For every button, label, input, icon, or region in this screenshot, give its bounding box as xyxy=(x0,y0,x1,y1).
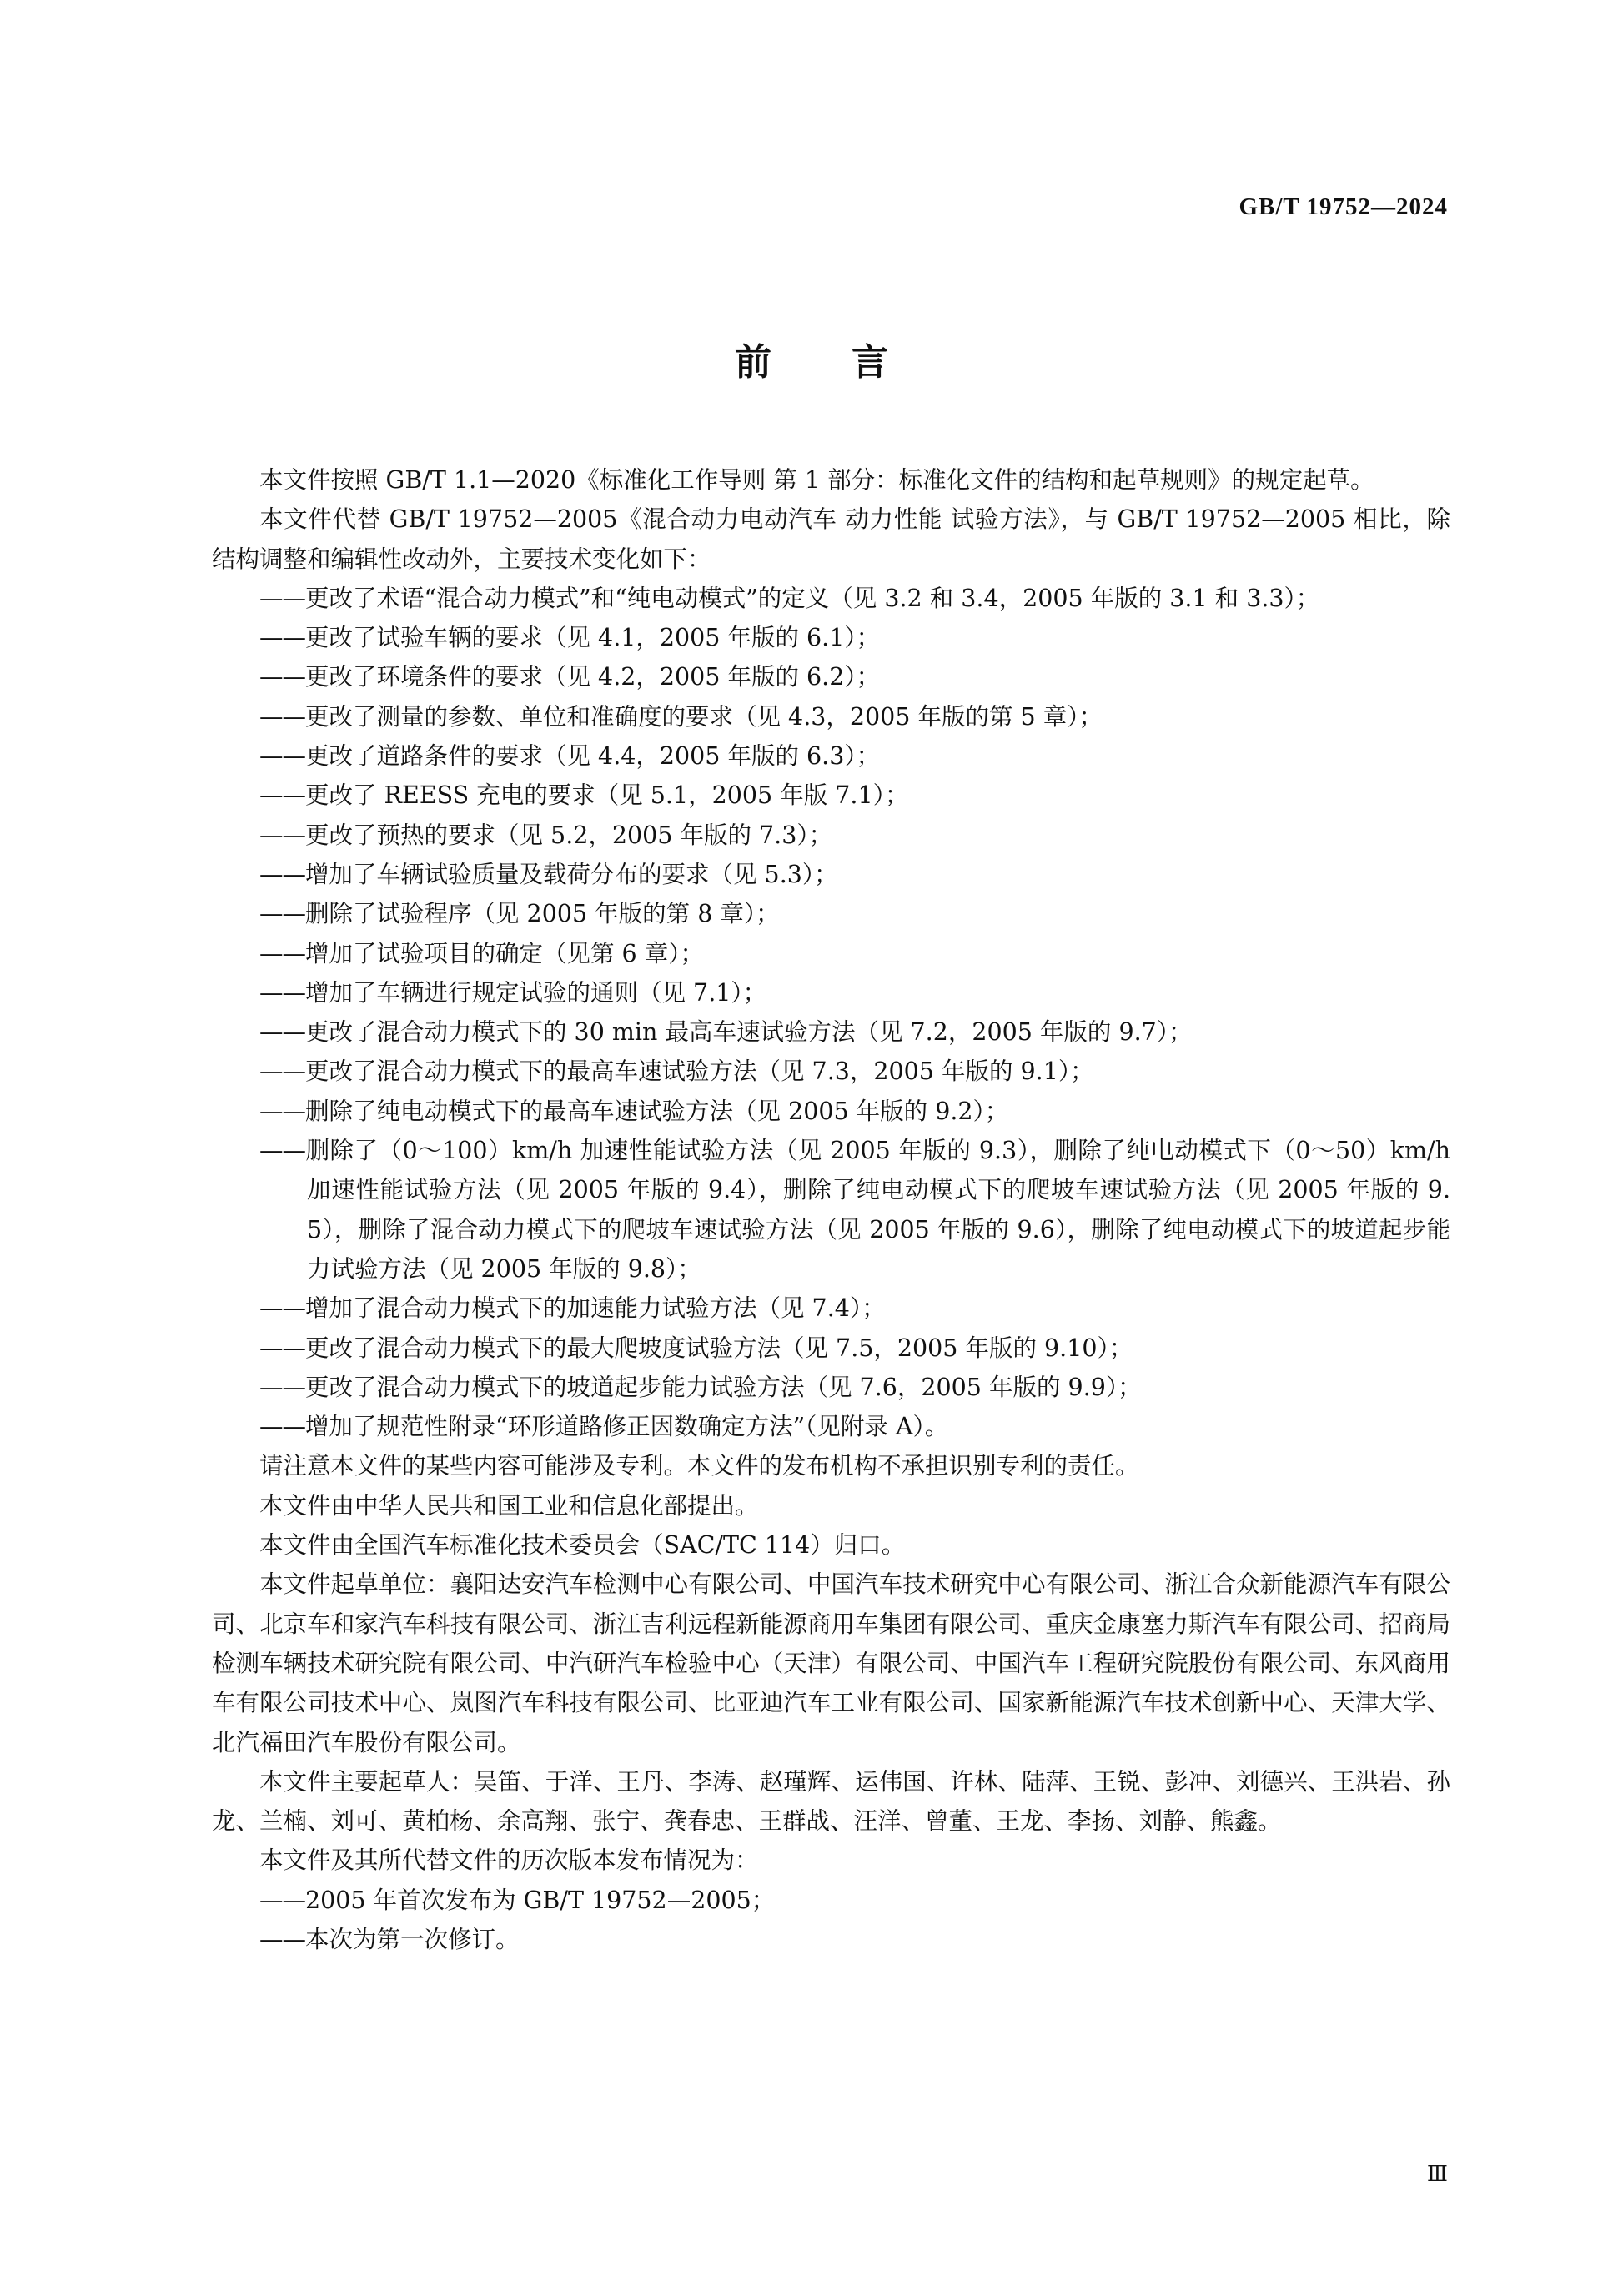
list-item-text: 增加了混合动力模式下的加速能力试验方法（见 7.4）； xyxy=(305,1294,886,1323)
list-item-text: 更改了试验车辆的要求（见 4.1，2005 年版的 6.1）； xyxy=(305,624,881,652)
list-item-text: 删除了纯电动模式下的最高车速试验方法（见 2005 年版的 9.2）； xyxy=(305,1097,1009,1125)
intro-paragraph: 本文件代替 GB/T 19752—2005《混合动力电动汽车 动力性能 试验方法》，与 GB/T 19752—2005 相比，除结构调整和编辑性改动外，主要技术变化如下： xyxy=(212,505,1450,573)
list-item-text: 更改了道路条件的要求（见 4.4，2005 年版的 6.3）； xyxy=(305,742,881,771)
list-item xyxy=(212,855,1450,894)
list-item xyxy=(212,1052,1450,1091)
note-paragraph: 本文件由中华人民共和国工业和信息化部提出。 xyxy=(259,1491,759,1520)
list-item-text: 增加了试验项目的确定（见第 6 章）； xyxy=(305,939,705,967)
page-title: 前言 xyxy=(735,341,968,384)
list-item-text: 更改了术语“混合动力模式”和“纯电动模式”的定义（见 3.2 和 3.4，2005 年版的 3.1 和 3.3）； xyxy=(305,584,1320,612)
list-item xyxy=(212,657,1450,696)
list-item-text: 删除了（0～100）km/h 加速性能试验方法（见 2005 年版的 9.3），删除了纯电动模式下（0～50）km/h加速性能试验方法（见 2005 年版的 9.4），删除了纯电动模式下的爬坡车速试验方法（见 2005 年版的 9.5），删除了混合动力模式下的爬坡车速试验方法（见 2005 年版的 9.6），删除了纯电动模式下的坡道起步能力试验方法（见 2005 年版的 9.8）； xyxy=(305,1137,1450,1283)
list-item xyxy=(212,973,1450,1012)
list-item xyxy=(212,1012,1450,1052)
list-item xyxy=(212,776,1450,815)
changes-list xyxy=(212,579,1450,1447)
list-item-text: 增加了车辆试验质量及载荷分布的要求（见 5.3）； xyxy=(305,860,838,888)
list-item xyxy=(212,934,1450,973)
list-item xyxy=(212,1131,1450,1289)
list-item-text: 更改了 REESS 充电的要求（见 5.1，2005 年版 7.1）； xyxy=(305,781,909,810)
page-number: Ⅲ xyxy=(1426,2162,1448,2186)
list-item xyxy=(212,1368,1450,1407)
list-item-text: 更改了环境条件的要求（见 4.2，2005 年版的 6.2）； xyxy=(305,663,881,691)
list-item xyxy=(212,894,1450,933)
list-item xyxy=(212,618,1450,657)
drafters-paragraph: 本文件主要起草人：吴笛、于洋、王丹、李涛、赵瑾辉、运伟国、许林、陆萍、王锐、彭冲、刘德兴、王洪岩、孙龙、兰楠、刘可、黄柏杨、余高翔、张宁、龚春忠、王群战、汪洋、曾董、王龙、李扬、刘静、熊鑫。 xyxy=(212,1767,1450,1836)
list-item xyxy=(212,1407,1450,1446)
list-item xyxy=(212,816,1450,855)
history-list xyxy=(212,1881,1450,1960)
list-item-text: 本次为第一次修订。 xyxy=(305,1925,520,1953)
list-item xyxy=(212,697,1450,736)
list-item-text: 更改了混合动力模式下的最大爬坡度试验方法（见 7.5，2005 年版的 9.10）； xyxy=(305,1334,1133,1362)
drafting-units-paragraph: 本文件起草单位：襄阳达安汽车检测中心有限公司、中国汽车技术研究中心有限公司、浙江合众新能源汽车有限公司、北京车和家汽车科技有限公司、浙江吉利远程新能源商用车集团有限公司、重庆金康塞力斯汽车有限公司、招商局检测车辆技术研究院有限公司、中汽研汽车检验中心（天津）有限公司、中国汽车工程研究院股份有限公司、东风商用车有限公司技术中心、岚图汽车科技有限公司、比亚迪汽车工业有限公司、国家新能源汽车技术创新中心、天津大学、北汽福田汽车股份有限公司。 xyxy=(212,1570,1450,1756)
note-paragraph: 请注意本文件的某些内容可能涉及专利。本文件的发布机构不承担识别专利的责任。 xyxy=(259,1452,1139,1480)
list-item xyxy=(212,1920,1450,1959)
document-code: GB/T 19752—2024 xyxy=(1239,193,1448,220)
list-item-text: 更改了混合动力模式下的 30 min 最高车速试验方法（见 7.2，2005 年版的 9.7）； xyxy=(305,1018,1193,1047)
list-item-text: 删除了试验程序（见 2005 年版的第 8 章）； xyxy=(305,900,780,928)
list-item xyxy=(212,1289,1450,1328)
intro-paragraph: 本文件按照 GB/T 1.1—2020《标准化工作导则 第 1 部分：标准化文件的结构和起草规则》的规定起草。 xyxy=(259,466,1374,494)
list-item xyxy=(212,1881,1450,1920)
list-item-text: 更改了预热的要求（见 5.2，2005 年版的 7.3）； xyxy=(305,821,833,849)
foreword-body xyxy=(212,460,1450,1959)
list-item-text: 更改了测量的参数、单位和准确度的要求（见 4.3，2005 年版的第 5 章）； xyxy=(305,702,1103,731)
list-item xyxy=(212,579,1450,618)
list-item xyxy=(212,736,1450,776)
note-paragraph: 本文件由全国汽车标准化技术委员会（SAC/TC 114）归口。 xyxy=(259,1531,906,1560)
list-item-text: 增加了规范性附录“环形道路修正因数确定方法”（见附录 A）。 xyxy=(305,1413,949,1441)
list-item-text: 增加了车辆进行规定试验的通则（见 7.1）； xyxy=(305,978,767,1007)
list-item-text: 更改了混合动力模式下的最高车速试验方法（见 7.3，2005 年版的 9.1）； xyxy=(305,1058,1094,1086)
list-item-text: 更改了混合动力模式下的坡道起步能力试验方法（见 7.6，2005 年版的 9.9）； xyxy=(305,1373,1142,1401)
list-item xyxy=(212,1329,1450,1368)
list-item-text: 2005 年首次发布为 GB/T 19752—2005； xyxy=(305,1886,776,1914)
history-intro-paragraph: 本文件及其所代替文件的历次版本发布情况为： xyxy=(259,1846,759,1875)
list-item xyxy=(212,1092,1450,1131)
